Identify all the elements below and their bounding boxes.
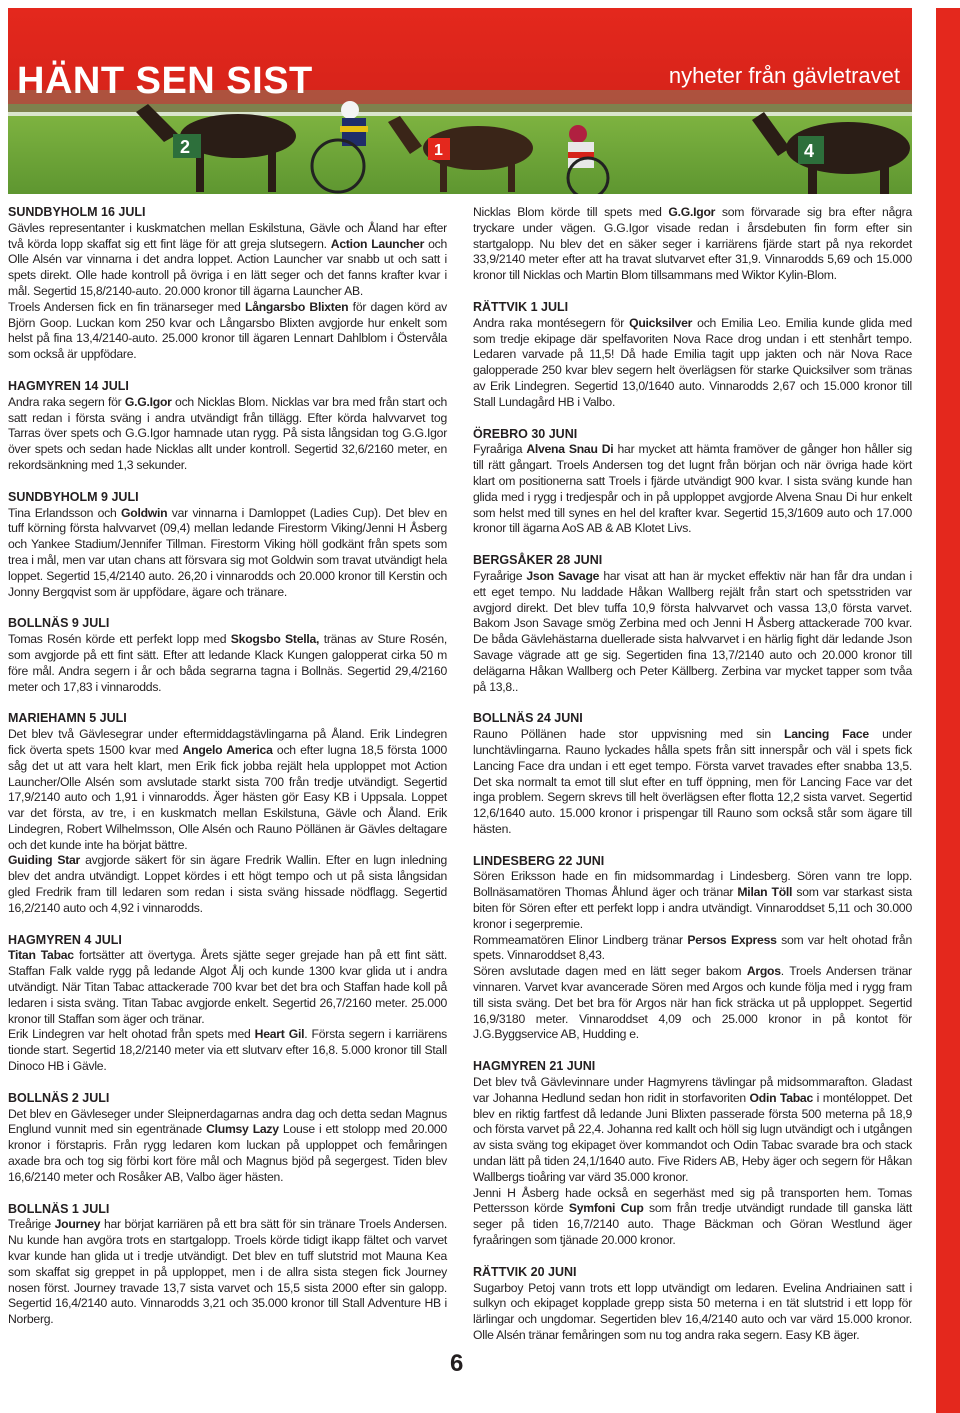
horse-name: Heart Gil bbox=[254, 1027, 305, 1042]
horse-name: Långarsbo Blixten bbox=[245, 299, 349, 314]
horse-name: Action Launcher bbox=[330, 236, 425, 251]
news-body: Tomas Rosén körde ett perfekt lopp med Skogsbo Stella, tränas av Sture Rosén, som avgjorde på ett fint sätt. Efter att ledande Klack Kungen galopperat cirka 50 m före mål. Andra segern i år och båda segrarna tagna i Bollnäs. Segertid 29,4/2160 meter och 17,83 i vinnarodds. bbox=[8, 632, 447, 694]
svg-text:4: 4 bbox=[804, 141, 815, 161]
horse-name: Argos bbox=[746, 964, 781, 979]
news-item bbox=[8, 616, 447, 695]
news-item bbox=[8, 1202, 447, 1328]
horse-name: Goldwin bbox=[121, 505, 168, 520]
news-item bbox=[8, 490, 447, 601]
horse-name: G.G.Igor bbox=[668, 205, 716, 219]
news-body: Det blev en Gävleseger under Sleipnerdagarnas andra dag och detta sedan Magnus Englund vunnit med sin egentränade Clumsy Lazy Louse i ett stolopp med 20.000 kronor i förstapris. Från rygg ledaren kom luckan på upploppet och femåringen axade bra och tog sig förbi kort före mål och Magnus bjöd på segergest. Tiden blev 16,6/2140 meter och Rosåker AB, Valbo äger hästen. bbox=[8, 1106, 447, 1184]
news-heading: HAGMYREN 14 JULI bbox=[8, 378, 129, 393]
news-heading: ÖREBRO 30 JUNI bbox=[473, 426, 578, 441]
news-body: Titan Tabac fortsätter att övertyga. Årets sjätte seger grejade han på ett fint sätt. Staffan Falk valde rygg på ledande Algot Ålj och kunde 1300 kvar glida ut i andra utvändigt. När Titan Tabac attackerade 700 kvar bet det bra och Staffan hade koll på ledaren i sista sväng. Titan Tabac avgjorde enkelt. Segertid 26,7/2160 meter. 25.000 kronor till Staffan som äger och tränar. Erik Lindegren var helt ohotad från spets med Heart Gil. Första segern i karriärens tionde start. Segertid 18,2/2140 meter via ett slutvarv efter 16,8. 5.000 kronor till Stall Dinoco HB i Gävle. bbox=[8, 948, 447, 1074]
news-heading: RÄTTVIK 1 JULI bbox=[473, 299, 569, 314]
page-number: 6 bbox=[450, 1350, 464, 1377]
news-item bbox=[473, 1265, 912, 1344]
news-heading: BOLLNÄS 9 JULI bbox=[8, 616, 110, 631]
news-heading: BERGSÅKER 28 JUNI bbox=[473, 553, 603, 568]
news-body: Fyraåriga Alvena Snau Di har mycket att hämta framöver de gånger hon håller sig till rätt gångart. Troels Andersen tog det lugnt från början och när övriga hade kört klart om positionerna satt Troels i fjärde utvändigt 900 kvar. I sista sväng kunde han glida med i rygg i tredjespår och in på upploppet avgjorde Alvena Snau Di hur enkelt som helst med till synes en hel del krafter kvar. Segertid 15,3/1609 auto och 17.000 kronor till ägarna AoS AB & AB Klotet Livs. bbox=[473, 442, 912, 536]
left-column bbox=[8, 205, 447, 1344]
news-heading: SUNDBYHOLM 16 JULI bbox=[8, 205, 146, 219]
horse-name: Quicksilver bbox=[629, 315, 693, 330]
horse-name: Angelo America bbox=[182, 742, 273, 757]
news-item bbox=[473, 1059, 912, 1249]
news-body: Gävles representanter i kuskmatchen mellan Eskilstuna, Gävle och Åland har efter två körda lopp skaffat sig ett fint läge för att greja slutsegern. Action Launcher och Olle Alsén var vinnarna i det andra loppet. Action Launcher var snabb ut och satt i spets direkt. Olle hade kontroll på övriga i en lätt seger och det fanns krafter kvar i mål. Segertid 15,8/2140-auto. 20.000 kronor till ägarna Launcher AB. Troels Andersen fick en fin tränarseger med Långarsbo Blixten för dagen körd av Björn Goop. Luckan kom 250 kvar och Långarsbo Blixten avgjorde hur enkelt som helst på fina 13,4/2140-auto. 25.000 kronor till ägaren Lennart Dahlblom i Östervåla som också är uppfödare. bbox=[8, 220, 447, 362]
horse-name: Clumsy Lazy bbox=[206, 1122, 279, 1137]
horse-name: Skogsbo Stella, bbox=[230, 632, 320, 647]
news-heading: BOLLNÄS 24 JUNI bbox=[473, 711, 583, 726]
horse-name: Journey bbox=[54, 1217, 101, 1232]
horse-name: Milan Töll bbox=[737, 885, 793, 900]
horse-name: G.G.Igor bbox=[124, 394, 172, 409]
horse-name: Lancing Face bbox=[784, 727, 869, 742]
page-title: HÄNT SEN SIST bbox=[17, 60, 313, 102]
news-body: Nicklas Blom körde till spets med G.G.Igor som förvarade sig bra efter några tryckare under vägen. G.G.Igor visade redan i årsdebuten fin form efter sin startgalopp. Nu blev det en säker seger i karriärens fjärde start på nya rekordet 33,9/2140 meter efter att ha travat slutvarvet efter 31,9. Vinnarodds 5,69 och 15.000 kronor till Nicklas och Martin Blom tillsammans med Wiktor Kylin-Blom. bbox=[473, 205, 912, 283]
news-body: Det blev två Gävlesegrar under eftermiddagstävlingarna på Åland. Erik Lindegren fick överta spets 1500 kvar med Angelo America och efter lugna 18,5 första 1000 såg det ut att vara helt klart, men Erik fick jobba rejält hela upploppet mot Action Launcher/Olle Alsén som avslutade starkt sista 700 från tredje utvändigt. Segertid 17,9/2140 auto och 1,91 i vinnarodds. Äger hästen gör Easy KB i Uppsala. Loppet var det första, av tre, i en kuskmatch mellan Eskilstuna, Gävle och Åland. Erik Lindegren, Robert Wilhelmsson, Olle Alsén och Rauno Pöllänen är Gävles deltagare och det kunde inte ha börjat bättre. Guiding Star avgjorde säkert för sin ägare Fredrik Wallin. Efter en lugn inledning blev det andra utvändigt. Loppet kördes i ett högt tempo och ut på sista långsidan gled Fredrik fram till ledaren som redan i sista sväng hissade nödflagg. Segertid 16,2/2140 auto och 4,92 i vinnarodds. bbox=[8, 727, 447, 915]
news-heading: SUNDBYHOLM 9 JULI bbox=[8, 489, 139, 504]
news-heading: RÄTTVIK 20 JUNI bbox=[473, 1264, 577, 1279]
horse-name: Guiding Star bbox=[8, 853, 81, 868]
svg-text:1: 1 bbox=[434, 142, 443, 159]
news-item bbox=[473, 854, 912, 1044]
news-body: Andra raka montésegern för Quicksilver och Emilia Leo. Emilia kunde glida med som tredje ekipage där spelfavoriten Nova Race drog undan i ett stenhårt tempo. Ledaren varvade på 11,5! Då hade Emilia tagit upp jakten och när Nova Race galopperade 250 kvar blev segern helt överlägsen för starke Quicksilver som tränas av Erik Lindegren. Segertid 13,0/1640 auto. Vinnarodds 2,67 och 15.000 kronor till Stall Lundagård HB i Valbo. bbox=[473, 315, 912, 409]
news-item bbox=[473, 711, 912, 837]
news-body: Rauno Pöllänen hade stor uppvisning med sin Lancing Face under lunchtävlingarna. Rauno lyckades hålla spets från sitt innerspår och väl i spets fick Lancing Face dra undan i ett eget tempo. Första varvet travades efter snabba 13,5. Det ska normalt ta emot till slut efter en tuff öppning, men för Lancing Face var det inga problem. Segern skrevs till helt överlägsen efter flotta 12,2 sista varvet. Segertid 12,6/1640 auto. 15.000 kronor i prispengar till Rauno som också står som ägare till hästen. bbox=[473, 727, 912, 836]
horse-name: Persos Express bbox=[687, 932, 777, 947]
right-column bbox=[473, 205, 912, 1360]
news-item bbox=[8, 205, 447, 363]
edge-accent-bar bbox=[936, 8, 960, 1413]
news-heading: MARIEHAMN 5 JULI bbox=[8, 711, 127, 726]
news-heading: LINDESBERG 22 JUNI bbox=[473, 853, 605, 868]
news-heading: HAGMYREN 21 JUNI bbox=[473, 1059, 596, 1074]
news-body: Tina Erlandsson och Goldwin var vinnarna i Damloppet (Ladies Cup). Det blev en tuff körning första halvvarvet (09,4) mellan ledande Firestorm Viking/Jenni H Åsberg och Yankee Stadium/Jennifer Tillman. Firestorm Viking höll godkänt från spets som trea i mål, men var utan chans att försvara sig mot Goldwin som travat utvändigt hela loppet. Segertid 15,4/2140 auto. 26,20 i vinnarodds och 20.000 kronor till Kerstin och Jonny Bergqvist som är uppfödare, ägare och tränare. bbox=[8, 505, 447, 599]
horse-name: Alvena Snau Di bbox=[526, 442, 614, 457]
news-heading: BOLLNÄS 1 JULI bbox=[8, 1201, 110, 1216]
news-heading: HAGMYREN 4 JULI bbox=[8, 932, 122, 947]
news-body: Sugarboy Petoj vann trots ett lopp utvändigt om ledaren. Evelina Andriainen satt i sulkyn och ekipaget kopplade grepp sista 50 meterna i en tät slutstrid i ett lopp för lärlingar och ungdomar. Segertiden blev 16,4/2140 auto och var värd 15.000 kronor. Olle Alsén tränar femåringen som nu tog andra raka segern. Easy KB äger. bbox=[473, 1280, 912, 1342]
news-item bbox=[8, 933, 447, 1075]
news-body: Det blev två Gävlevinnare under Hagmyrens tävlingar på midsommarafton. Gladast var Johanna Hedlund sedan hon ridit in storfavoriten Odin Tabac i montéloppet. Det blev en riktig fartfest då ledande Juni Blixten passerade första 500 meterna på 18,9 och första varvet på 22,4. Johanna red kallt och höll sig lugn utvändigt och i utgången av sista sväng tog ekipaget över kommandot och Odin Tabac svarade bra och stack undan lätt på tiden 24,1/1640 auto. Five Riders AB, Heby äger och segern för Håkan Wallbergs tioåring var värd 35.000 kronor. Jenni H Åsberg hade också en segerhäst med sig på transporten hem. Tomas Pettersson körde Symfoni Cup som från tredje utvändigt rundade till ganska lätt seger på tiden 16,7/2140 auto. Thage Bäckman och Göran Westlund äger fyraåringen som tjänade 20.000 kronor. bbox=[473, 1075, 913, 1248]
horse-name: Json Savage bbox=[526, 568, 600, 583]
header-banner bbox=[8, 8, 912, 194]
news-heading: BOLLNÄS 2 JULI bbox=[8, 1090, 110, 1105]
horse-name: Odin Tabac bbox=[749, 1090, 813, 1105]
news-item bbox=[473, 427, 912, 538]
news-body: Treårige Journey har börjat karriären på ett bra sätt för sin tränare Troels Andersen. Nu kunde han avgöra trots en startgalopp. Troels körde tidigt ikapp fältet och varvet kvar kunde han glida ut i tredje utvändigt. Det blev en tuff slutstrid mot Mauna Kea som skaffat sig greppet in på upploppet, men i de allra sista stegen fick Journey nosen först. Journey travade 13,7 sista varvet och 15,5 sista 2000 efter sin galopp. Segertid 16,4/2140 auto. Vinnarodds 3,21 och 35.000 kronor till Stall Adventure HB i Norberg. bbox=[8, 1217, 447, 1327]
news-item bbox=[8, 379, 447, 474]
horse-name: Titan Tabac bbox=[8, 948, 74, 963]
news-item bbox=[473, 205, 912, 284]
news-item bbox=[8, 1091, 447, 1186]
news-body: Fyraårige Json Savage har visat att han är mycket effektiv när han får dra undan i ett eget tempo. Nu laddade Håkan Wallberg rejält från start och spetsstriden var avgjord direkt. Det blev tuffa 10,9 första halvvarvet och vassa 13,0 första varvet. Bakom Json Savage smög Zerbina med och Jenni H Åsberg attackerade 700 kvar. De båda Gävlehästarna duellerade sista halvvarvet i en härlig fight där ledande Json Savage vägrade att ge sig. Segertiden fina 13,7/2140 auto och 20.000 kronor till delägarna Håkan Wallberg och Peter Källberg. Zerbina var mycket tapper som tvåa på 13,8.. bbox=[473, 568, 912, 694]
news-item bbox=[473, 553, 912, 695]
horse-name: Symfoni Cup bbox=[568, 1201, 644, 1216]
news-item bbox=[8, 711, 447, 916]
news-item bbox=[473, 300, 912, 411]
page-subtitle: nyheter från gävletravet bbox=[668, 63, 900, 88]
news-body: Sören Eriksson hade en fin midsommardag i Lindesberg. Sören vann tre lopp. Bollnäsamatören Thomas Åhlund äger och tränar Milan Töll som var starkast sista biten för Sören efter ett perfekt lopp i andra utvändigt. Vinnaroddset 5,11 och 30.000 kronor i segerpremie. Rommeamatören Elinor Lindberg tränar Persos Express som var helt ohotad från spets. Vinnaroddset 8,43. Sören avslutade dagen med en lätt seger bakom Argos. Troels Andersen tränar vinnaren. Varvet kvar avancerade Sören med Argos och kunde följa med i rygg fram till sista sväng. Det bet bra för Argos när han fick sträcka ut på upploppet. Segertid 16,9/3180 meter. Vinnaroddset 4,09 och 25.000 kronor in på kontot för J.G.Byggservice AB, Hudding e. bbox=[473, 869, 912, 1042]
news-body: Andra raka segern för G.G.Igor och Nicklas Blom. Nicklas var bra med från start och satt redan i första sväng i andra utvändigt från tillägg. Efter körda halvvarvet tog Tarras över spets och G.G.Igor hamnade utan rygg. På sista långsidan tog G.G.Igor över spets och sedan hade Nicklas allt under kontroll. Segertid 32,6/2160 meter, en rekordsänkning med 1,3 sekunder. bbox=[8, 394, 448, 472]
svg-text:2: 2 bbox=[180, 137, 191, 157]
